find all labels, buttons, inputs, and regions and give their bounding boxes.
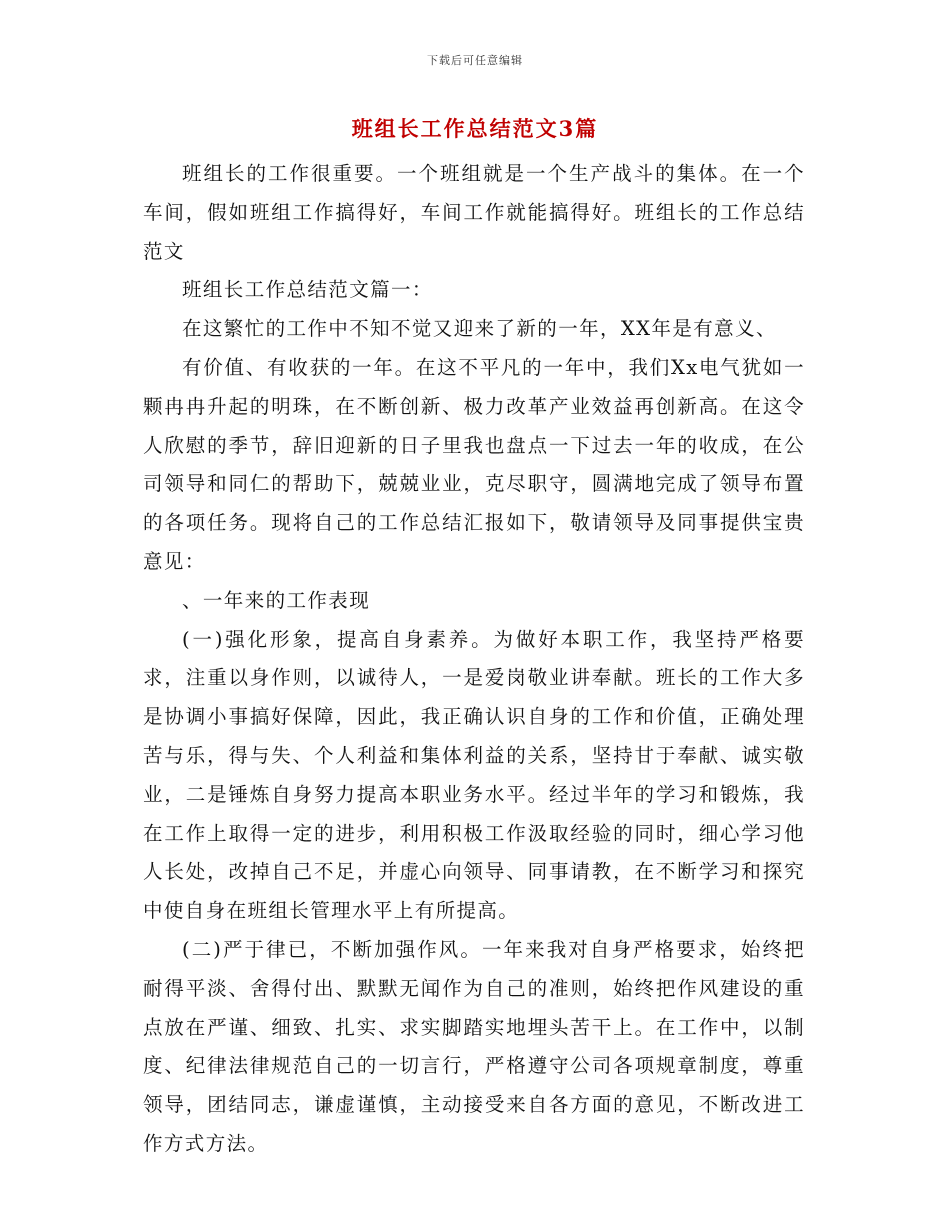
paragraph-year-summary: 有价值、有收获的一年。在这不平凡的一年中，我们Xx电气犹如一颗冉冉升起的明珠，在不断创新、极力改革产业效益再创新高。在这令人欣慰的季节，辞旧迎新的日子里我也盘点一下过去一年的收成，在公司领导和同仁的帮助下，兢兢业业，克尽职守，圆满地完成了领导布置的各项任务。现将自己的工作总结汇报如下，敬请领导及同事提供宝贵意见：	[143, 355, 805, 573]
paragraph-subheading: 、一年来的工作表现	[182, 588, 371, 612]
paragraph-section-heading: 班组长工作总结范文篇一：	[182, 278, 433, 302]
paragraph-opening-line: 在这繁忙的工作中不知不觉又迎来了新的一年，XX年是有意义、	[182, 317, 777, 341]
paragraph-intro: 班组长的工作很重要。一个班组就是一个生产战斗的集体。在一个车间，假如班组工作搞得好，车间工作就能搞得好。班组长的工作总结范文	[143, 162, 805, 263]
header-note: 下载后可任意编辑	[427, 54, 523, 67]
paragraph-point-one: (一)强化形象，提高自身素养。为做好本职工作，我坚持严格要求，注重以身作则，以诚待人，一是爱岗敬业讲奉献。班长的工作大多是协调小事搞好保障，因此，我正确认识自身的工作和价值，正确处理苦与乐，得与失、个人利益和集体利益的关系，坚持甘于奉献、诚实敬业，二是锤炼自身努力提高本职业务水平。经过半年的学习和锻炼，我在工作上取得一定的进步，利用积极工作汲取经验的同时，细心学习他人长处，改掉自己不足，并虚心向领导、同事请教，在不断学习和探究中使自身在班组长管理水平上有所提高。	[143, 627, 805, 923]
document-title: 班组长工作总结范文3篇	[351, 116, 599, 141]
document-body	[143, 155, 805, 1164]
paragraph-point-two: (二)严于律已，不断加强作风。一年来我对自身严格要求，始终把耐得平淡、舍得付出、默默无闻作为自己的准则，始终把作风建设的重点放在严谨、细致、扎实、求实脚踏实地埋头苦干上。在工作中，以制度、纪律法律规范自己的一切言行，严格遵守公司各项规章制度，尊重领导，团结同志，谦虚谨慎，主动接受来自各方面的意见，不断改进工作方式方法。	[143, 937, 805, 1155]
